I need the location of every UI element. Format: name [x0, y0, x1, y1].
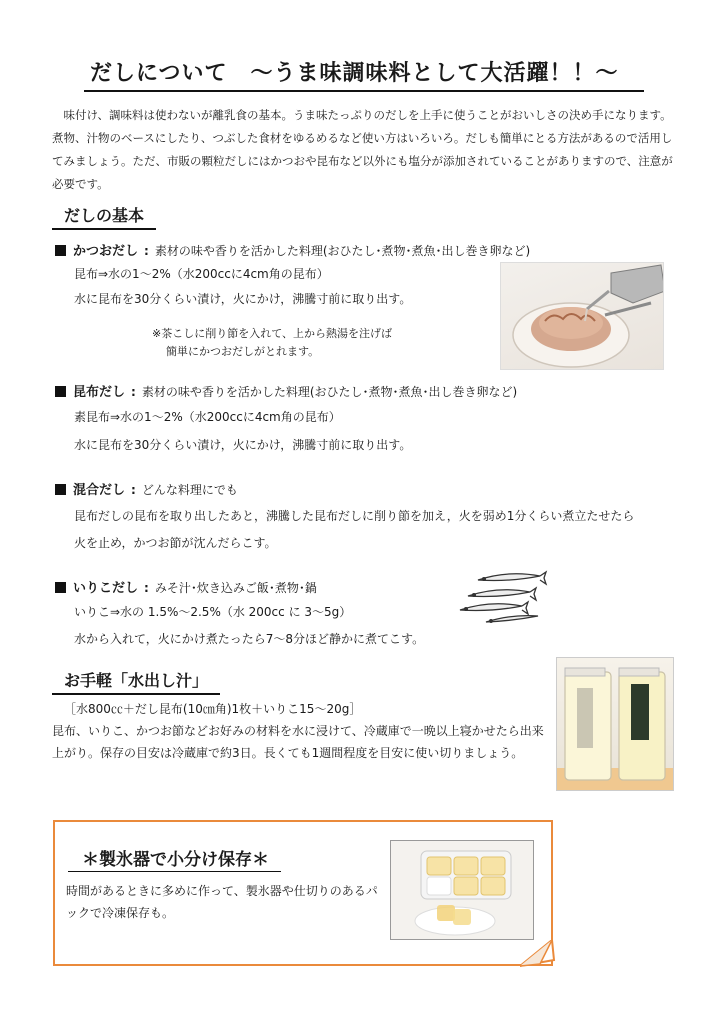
kombu-desc: 素材の味や香りを活かした料理(おひたし･煮物･煮魚･出し巻き卵など): [141, 385, 518, 399]
iriko-desc: みそ汁･炊き込みご飯･煮物･鍋: [154, 581, 317, 595]
katsuo-ratio: 昆布⇒水の1～2%（水200ccに4cm角の昆布）: [74, 267, 329, 281]
mixed-heading: 混合だし : どんな料理にでも: [55, 479, 238, 498]
katsuo-note: [152, 325, 392, 361]
dried-sardines-illustration: [456, 566, 548, 628]
section-heading-basics: だしの基本: [52, 203, 156, 230]
katsuo-note-line1: ※茶こしに削り節を入れて、上から熱湯を注げば: [152, 327, 392, 340]
mixed-method-line2: 火を止め，かつお節が沈んだらこす。: [74, 536, 277, 550]
kombu-method: 水に昆布を30分くらい漬け，火にかけ，沸騰寸前に取り出す。: [74, 438, 412, 452]
mixed-name: 混合だし: [73, 483, 126, 498]
freezer-tip-text: 時間があるときに多めに作って、製氷器や仕切りのあるパックで冷凍保存も。: [66, 884, 378, 920]
ice-tray-photo: [390, 840, 534, 940]
bullet-square-icon: [55, 484, 66, 495]
mixed-desc: どんな料理にでも: [141, 483, 238, 497]
iriko-name: いりこだし: [73, 581, 139, 596]
katsuo-heading: かつおだし : 素材の味や香りを活かした料理(おひたし･煮物･煮魚･出し巻き卵など): [55, 240, 530, 259]
cold-brew-bottles-photo: [556, 657, 674, 791]
cold-brew-recipe: ［水800㏄＋だし昆布(10㎝角)1枚＋いりこ15～20g］: [64, 702, 362, 716]
katsuo-method: 水に昆布を30分くらい漬け，火にかけ，沸騰寸前に取り出す。: [74, 292, 412, 306]
iriko-heading: いりこだし : みそ汁･炊き込みご飯･煮物･鍋: [55, 577, 317, 596]
cold-brew-text: 昆布、いりこ、かつお節などお好みの材料を水に浸けて、冷蔵庫で一晩以上寝かせたら出来上がり。保存の目安は冷蔵庫で約3日。長くても1週間程度を目安に使い切りましょう。: [52, 724, 544, 760]
intro-paragraph: 味付け、調味料は使わないが離乳食の基本。うま味たっぷりのだしを上手に使うことがおいしさの決め手になります。煮物、汁物のベースにしたり、つぶした食材をゆるめるなど使い方はいろいろ。だしも簡単にとる方法があるので活用してみましょう。ただ、市販の顆粒だしにはかつおや昆布など以外にも塩分が添加されていることがありますので、注意が必要です。: [52, 108, 673, 191]
page-title: だしについて ～うま味調味料として大活躍！！～: [84, 56, 644, 92]
freezer-tip-heading: ＊製氷器で小分け保存＊: [68, 845, 281, 872]
kombu-ratio: 素昆布⇒水の1～2%（水200ccに4cm角の昆布）: [74, 410, 341, 424]
katsuo-name: かつおだし: [73, 244, 139, 259]
kettle-pouring-photo: [500, 262, 664, 370]
page-curl-corner-icon: [520, 940, 556, 968]
bullet-square-icon: [55, 386, 66, 397]
kombu-heading: 昆布だし : 素材の味や香りを活かした料理(おひたし･煮物･煮魚･出し巻き卵など): [55, 381, 517, 400]
katsuo-note-line2: 簡単にかつおだしがとれます。: [166, 345, 320, 358]
iriko-ratio: いりこ⇒水の 1.5%～2.5%（水 200cc に 3～5g）: [74, 605, 352, 619]
bullet-square-icon: [55, 245, 66, 256]
mixed-method-line1: 昆布だしの昆布を取り出したあと，沸騰した昆布だしに削り節を加え，火を弱め1分くらい煮立たせたら: [74, 509, 635, 523]
bullet-square-icon: [55, 582, 66, 593]
section-heading-cold-brew: お手軽「水出し汁」: [52, 668, 220, 695]
katsuo-desc: 素材の味や香りを活かした料理(おひたし･煮物･煮魚･出し巻き卵など): [154, 244, 531, 258]
kombu-name: 昆布だし: [73, 385, 126, 400]
iriko-method: 水から入れて，火にかけ煮たったら7～8分ほど静かに煮てこす。: [74, 632, 425, 646]
